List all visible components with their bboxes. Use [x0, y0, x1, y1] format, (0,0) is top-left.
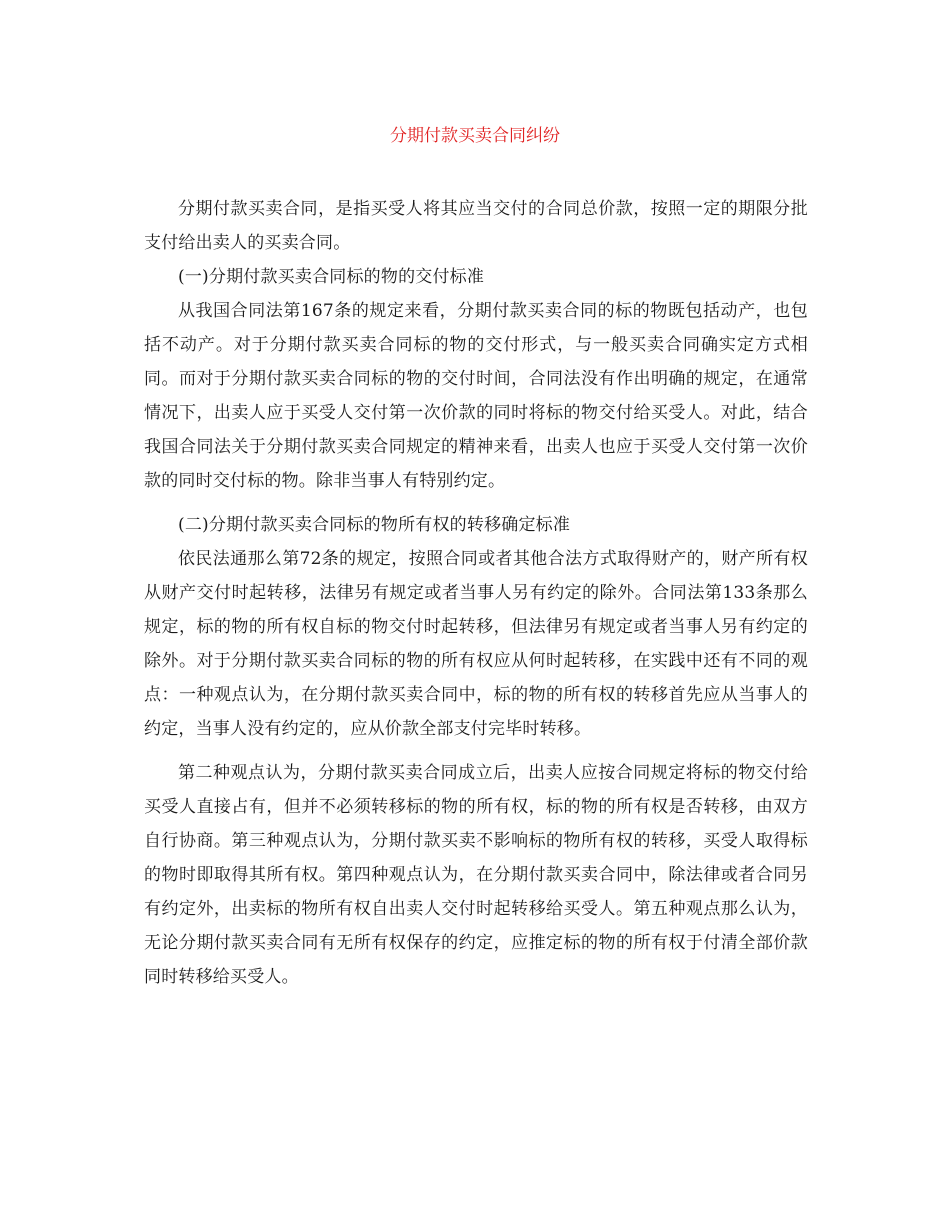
paragraph-ownership: 依民法通那么第72条的规定，按照合同或者其他合法方式取得财产的，财产所有权从财产交付时起转移，法律另有规定或者当事人另有约定的除外。合同法第133条那么规定，标的物的所有权自标的物交付时起转移，但法律另有规定或者当事人另有约定的除外。对于分期付款买卖合同标的物的所有权应从何时起转移，在实践中还有不同的观点：一种观点认为，在分期付款买卖合同中，标的物的所有权的转移首先应从当事人的约定，当事人没有约定的，应从价款全部支付完毕时转移。: [144, 549, 808, 739]
paragraph-intro: 分期付款买卖合同，是指买受人将其应当交付的合同总价款，按照一定的期限分批支付给出卖人的买卖合同。: [144, 199, 808, 253]
document-body: [144, 192, 808, 994]
section-heading-ownership: (二)分期付款买卖合同标的物所有权的转移确定标准: [178, 515, 571, 535]
paragraph-viewpoints: 第二种观点认为，分期付款买卖合同成立后，出卖人应按合同规定将标的物交付给买受人直接占有，但并不必须转移标的物的所有权，标的物的所有权是否转移，由双方自行协商。第三种观点认为，分期付款买卖不影响标的物所有权的转移，买受人取得标的物时即取得其所有权。第四种观点认为，在分期付款买卖合同中，除法律或者合同另有约定外，出卖标的物所有权自出卖人交付时起转移给买受人。第五种观点那么认为，无论分期付款买卖合同有无所有权保存的约定，应推定标的物的所有权于付清全部价款同时转移给买受人。: [144, 763, 808, 987]
paragraph-delivery: 从我国合同法第167条的规定来看，分期付款买卖合同的标的物既包括动产，也包括不动产。对于分期付款买卖合同标的物的交付形式，与一般买卖合同确实定方式相同。而对于分期付款买卖合同标的物的交付时间，合同法没有作出明确的规定，在通常情况下，出卖人应于买受人交付第一次价款的同时将标的物交付给买受人。对此，结合我国合同法关于分期付款买卖合同规定的精神来看，出卖人也应于买受人交付第一次价款的同时交付标的物。除非当事人有特别约定。: [144, 301, 808, 491]
document-title: 分期付款买卖合同纠纷: [390, 126, 560, 146]
section-heading-delivery: (一)分期付款买卖合同标的物的交付标准: [178, 267, 485, 287]
